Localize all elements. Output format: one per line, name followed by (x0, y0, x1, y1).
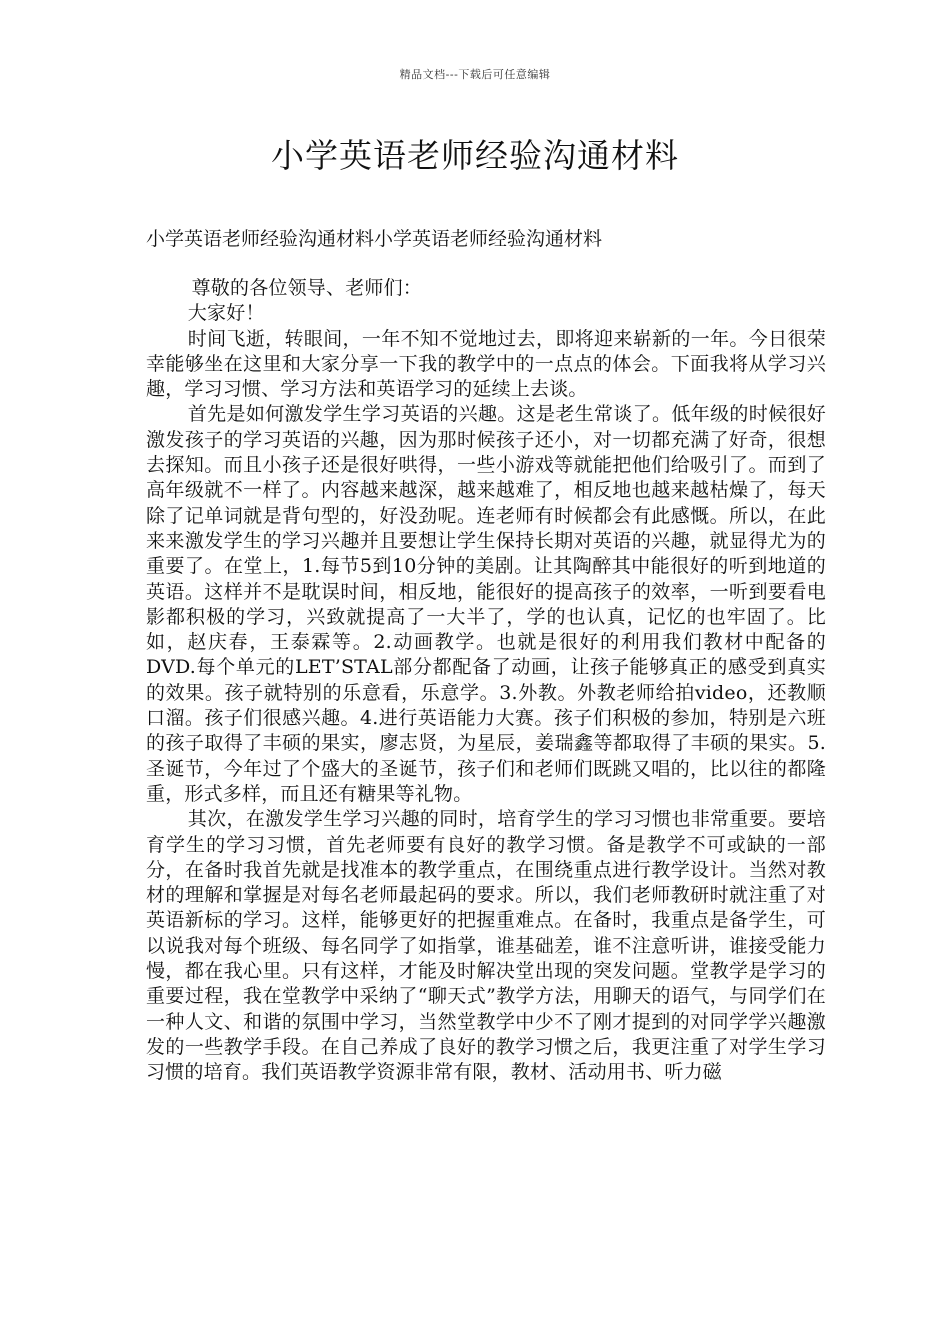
document-body (146, 276, 826, 1086)
paragraph-salutation: 尊敬的各位领导、老师们： (191, 277, 422, 299)
document-subtitle: 小学英语老师经验沟通材料小学英语老师经验沟通材料 (146, 228, 603, 250)
paragraph-interest: 首先是如何激发学生学习英语的兴趣。这是老生常谈了。低年级的时候很好激发孩子的学习英语的兴趣，因为那时候孩子还小，对一切都充满了好奇，很想去探知。而且小孩子还是很好哄得，一些小游戏等就能把他们给吸引了。而到了高年级就不一样了。内容越来越深，越来越难了，相反地也越来越枯燥了，每天除了记单词就是背句型的，好没劲呢。连老师有时候都会有此感慨。所以，在此来来激发学生的学习兴趣并且要想让学生保持长期对英语的兴趣，就显得尤为的重要了。在堂上，1.每节5到10分钟的美剧。让其陶醉其中能很好的听到地道的英语。这样并不是耽误时间，相反地，能很好的提高孩子的效率，一听到要看电影都积极的学习，兴致就提高了一大半了，学的也认真，记忆的也牢固了。比如，赵庆春，王泰霖等。2.动画教学。也就是很好的利用我们教材中配备的DVD.每个单元的LET’STAL部分都配备了动画，让孩子能够真正的感受到真实的效果。孩子就特别的乐意看，乐意学。3.外教。外教老师给拍video，还教顺口溜。孩子们很感兴趣。4.进行英语能力大赛。孩子们积极的参加，特别是六班的孩子取得了丰硕的果实，廖志贤，为星辰，姜瑞鑫等都取得了丰硕的果实。5.圣诞节，今年过了个盛大的圣诞节，孩子们和老师们既跳又唱的，比以往的都隆重，形式多样，而且还有糖果等礼物。 (146, 403, 826, 805)
paragraph-intro: 时间飞逝，转眼间，一年不知不觉地过去，即将迎来崭新的一年。今日很荣幸能够坐在这里和大家分享一下我的教学中的一点点的体会。下面我将从学习兴趣，学习习惯、学习方法和英语学习的延续上去谈。 (146, 327, 826, 401)
page-header: 精品文档---下载后可任意编辑 (399, 68, 551, 81)
paragraph-greeting: 大家好！ (187, 302, 265, 325)
paragraph-habits: 其次，在激发学生学习兴趣的同时，培育学生的学习习惯也非常重要。要培育学生的学习习惯，首先老师要有良好的教学习惯。备是教学不可或缺的一部分，在备时我首先就是找准本的教学重点，在围绕重点进行教学设计。当然对教材的理解和掌握是对每名老师最起码的要求。所以，我们老师教研时就注重了对英语新标的学习。这样，能够更好的把握重难点。在备时，我重点是备学生，可以说我对每个班级、每名同学了如指掌，谁基础差，谁不注意听讲，谁接受能力慢，都在我心里。只有这样，才能及时解决堂出现的突发问题。堂教学是学习的重要过程，我在堂教学中采纳了“聊天式”教学方法，用聊天的语气，与同学们在一种人文、和谐的氛围中学习，当然堂教学中少不了刚才提到的对同学学兴趣激发的一些教学手段。在自己养成了良好的教学习惯之后，我更注重了对学生学习习惯的培育。我们英语教学资源非常有限，教材、活动用书、听力磁 (146, 808, 826, 1084)
document-title: 小学英语老师经验沟通材料 (271, 136, 679, 175)
